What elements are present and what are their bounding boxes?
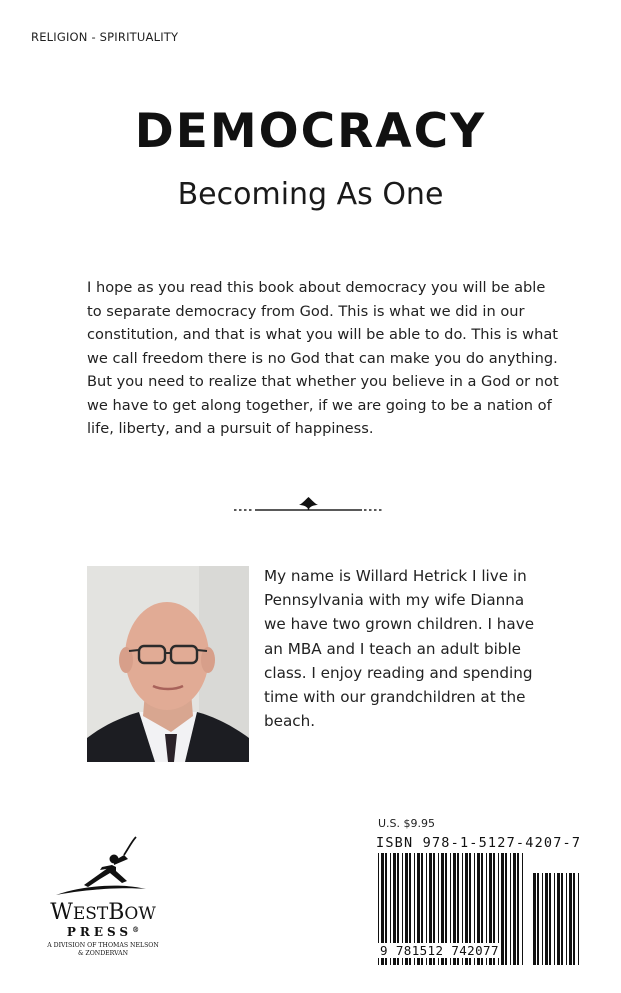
barcode-bar [561, 873, 563, 965]
barcode-bar [517, 853, 519, 965]
barcode-bar [537, 873, 539, 965]
book-subtitle: Becoming As One [177, 177, 444, 212]
ornament-divider-icon [231, 493, 386, 519]
barcode-bar [533, 873, 536, 965]
archer-logo-icon [28, 797, 178, 899]
publisher-name [28, 900, 178, 925]
publisher-name-second-rest: OW [124, 904, 156, 924]
barcode-bar [554, 873, 555, 965]
barcode-bar [510, 853, 511, 965]
publisher-division-line2: & ZONDERVAN [77, 950, 129, 957]
publisher-press [28, 925, 178, 939]
price-label: U.S. $9.95 [378, 817, 436, 830]
barcode-bar [513, 853, 516, 965]
publisher-name-rest: EST [72, 904, 109, 924]
book-title: DEMOCRACY [134, 104, 487, 159]
barcode-bar [549, 873, 551, 965]
barcode-bar [573, 873, 575, 965]
author-photo [87, 566, 249, 762]
barcode-bar [501, 853, 504, 965]
publisher-division-line1: A DIVISION OF THOMAS NELSON [47, 942, 159, 949]
barcode-bar [522, 853, 523, 965]
isbn-label: ISBN 978-1-5127-4207-7 [376, 835, 582, 851]
publisher-name-second-initial: B [108, 900, 125, 925]
barcode-bar [505, 853, 507, 965]
barcode-bar [542, 873, 543, 965]
publisher-logo [28, 797, 178, 962]
barcode-bar [545, 873, 548, 965]
author-bio: My name is Willard Hetrick I live in Pennsylvania with my wife Dianna we have two grown children. I have an MBA and I teach an adult bible class. I enjoy reading and spending time with our grandchildren at the beach. [264, 567, 535, 731]
publisher-division [28, 942, 178, 958]
category-label: RELIGION - SPIRITUALITY [31, 30, 179, 44]
registered-mark: ® [132, 925, 140, 934]
barcode-bar [557, 873, 560, 965]
publisher-name-initial: W [50, 900, 73, 925]
barcode-bar [569, 873, 572, 965]
book-blurb: I hope as you read this book about democracy you will be able to separate democracy from God. This is what we did in our constitution, and that is what you will be able to do. This is what we call freedom there is no God that can make you do anything. But you need to realize that whether you believe in a God or not we have to get along together, if we are going to be a nation of life, liberty, and a pursuit of happiness. [87, 279, 559, 437]
barcode-bar [566, 873, 567, 965]
barcode-digits: 9 781512 742077 [380, 943, 499, 958]
publisher-press-word: PRESS [66, 925, 133, 939]
barcode-bar [578, 873, 579, 965]
